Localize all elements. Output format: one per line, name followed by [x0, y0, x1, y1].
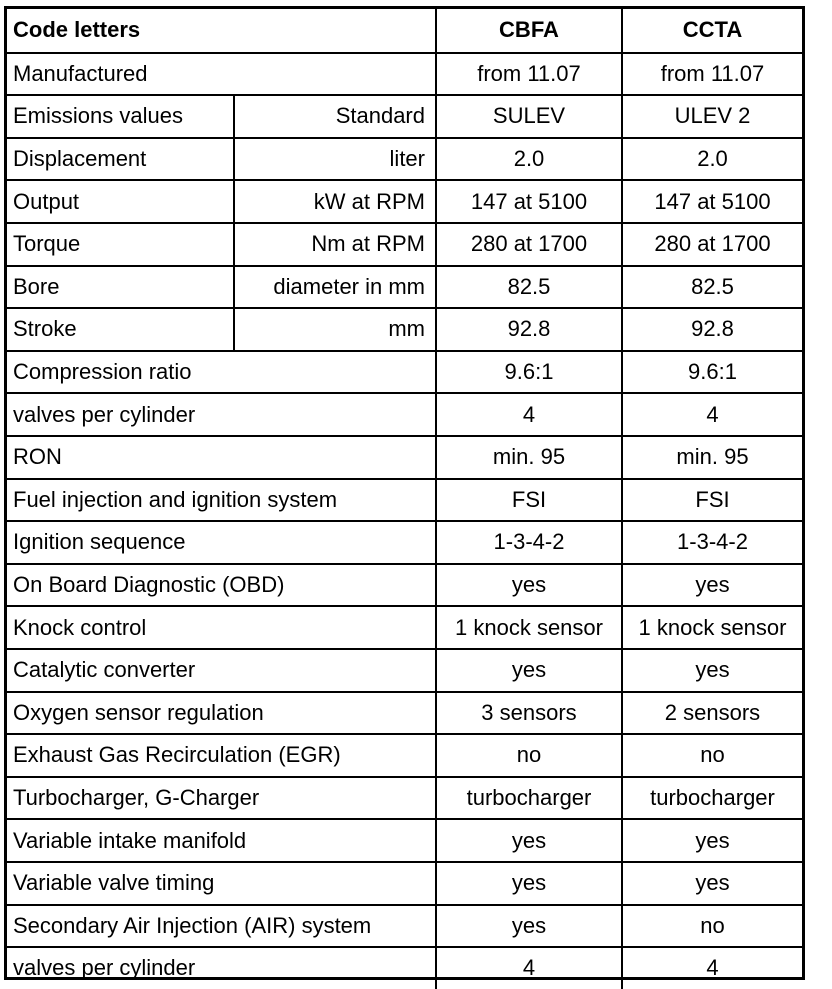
value-ccta: 92.8	[621, 309, 802, 350]
row-label: valves per cylinder	[13, 955, 196, 981]
row-label: Output	[13, 188, 80, 214]
row-label: Displacement	[13, 146, 147, 172]
header-row	[7, 9, 802, 52]
row-unit: Nm at RPM	[233, 224, 435, 265]
value-cbfa: 1 knock sensor	[435, 607, 621, 648]
value-cbfa: turbocharger	[435, 778, 621, 819]
value-cbfa: 9.6:1	[435, 352, 621, 393]
value-ccta: 2.0	[621, 139, 802, 180]
table-row	[7, 946, 802, 989]
value-ccta: yes	[621, 863, 802, 904]
value-cbfa: 147 at 5100	[435, 181, 621, 222]
value-cbfa: yes	[435, 565, 621, 606]
value-ccta: no	[621, 906, 802, 947]
row-label: On Board Diagnostic (OBD)	[13, 572, 285, 598]
value-ccta: 4	[621, 394, 802, 435]
table-row	[7, 222, 802, 265]
value-cbfa: 92.8	[435, 309, 621, 350]
value-cbfa: 3 sensors	[435, 693, 621, 734]
row-unit: diameter in mm	[233, 267, 435, 308]
value-ccta: ULEV 2	[621, 96, 802, 137]
value-ccta: no	[621, 735, 802, 776]
row-label: Secondary Air Injection (AIR) system	[13, 912, 372, 938]
value-ccta: 147 at 5100	[621, 181, 802, 222]
value-cbfa: 4	[435, 394, 621, 435]
table-row	[7, 818, 802, 861]
table-row	[7, 137, 802, 180]
row-label: Knock control	[13, 614, 147, 640]
value-ccta: 1-3-4-2	[621, 522, 802, 563]
value-cbfa: no	[435, 735, 621, 776]
row-label: Compression ratio	[13, 359, 192, 385]
value-cbfa: SULEV	[435, 96, 621, 137]
row-label: Emissions values	[13, 103, 183, 129]
value-cbfa: 82.5	[435, 267, 621, 308]
table-row	[7, 265, 802, 308]
table-row	[7, 904, 802, 947]
row-label: Bore	[13, 273, 60, 299]
table-row	[7, 179, 802, 222]
row-unit: kW at RPM	[233, 181, 435, 222]
value-cbfa: min. 95	[435, 437, 621, 478]
row-label: valves per cylinder	[13, 401, 196, 427]
value-ccta: yes	[621, 820, 802, 861]
value-cbfa: from 11.07	[435, 54, 621, 95]
table-row	[7, 307, 802, 350]
value-ccta: 280 at 1700	[621, 224, 802, 265]
table-row	[7, 605, 802, 648]
table-row	[7, 563, 802, 606]
row-label: Exhaust Gas Recirculation (EGR)	[13, 742, 341, 768]
value-cbfa: yes	[435, 863, 621, 904]
value-ccta: from 11.07	[621, 54, 802, 95]
table-row	[7, 691, 802, 734]
value-cbfa: yes	[435, 650, 621, 691]
value-ccta: yes	[621, 650, 802, 691]
table-row	[7, 520, 802, 563]
row-label: Fuel injection and ignition system	[13, 486, 338, 512]
table-row	[7, 478, 802, 521]
header-col-cbfa: CBFA	[435, 9, 621, 52]
table-row	[7, 776, 802, 819]
value-cbfa: FSI	[435, 480, 621, 521]
table-row	[7, 648, 802, 691]
row-unit: Standard	[233, 96, 435, 137]
value-cbfa: yes	[435, 820, 621, 861]
engine-specs-table	[4, 6, 805, 980]
row-label: Variable intake manifold	[13, 827, 247, 853]
table-row	[7, 861, 802, 904]
table-row	[7, 52, 802, 95]
value-ccta: 9.6:1	[621, 352, 802, 393]
value-ccta: 1 knock sensor	[621, 607, 802, 648]
row-label: RON	[13, 444, 62, 470]
row-label: Variable valve timing	[13, 870, 215, 896]
value-cbfa: yes	[435, 906, 621, 947]
row-unit: mm	[233, 309, 435, 350]
value-ccta: turbocharger	[621, 778, 802, 819]
value-ccta: 82.5	[621, 267, 802, 308]
row-label: Ignition sequence	[13, 529, 186, 555]
value-cbfa: 1-3-4-2	[435, 522, 621, 563]
value-ccta: yes	[621, 565, 802, 606]
row-label: Stroke	[13, 316, 77, 342]
header-col-ccta: CCTA	[621, 9, 802, 52]
table-row	[7, 733, 802, 776]
value-ccta: FSI	[621, 480, 802, 521]
value-cbfa: 4	[435, 948, 621, 989]
value-cbfa: 2.0	[435, 139, 621, 180]
value-cbfa: 280 at 1700	[435, 224, 621, 265]
row-label: Turbocharger, G-Charger	[13, 785, 260, 811]
row-label: Torque	[13, 231, 81, 257]
row-label: Manufactured	[13, 60, 148, 86]
row-unit: liter	[233, 139, 435, 180]
row-label: Oxygen sensor regulation	[13, 699, 264, 725]
value-ccta: min. 95	[621, 437, 802, 478]
table-row	[7, 94, 802, 137]
value-ccta: 2 sensors	[621, 693, 802, 734]
value-ccta: 4	[621, 948, 802, 989]
header-label: Code letters	[13, 17, 141, 43]
table-row	[7, 350, 802, 393]
table-row	[7, 392, 802, 435]
table-row	[7, 435, 802, 478]
row-label: Catalytic converter	[13, 657, 196, 683]
